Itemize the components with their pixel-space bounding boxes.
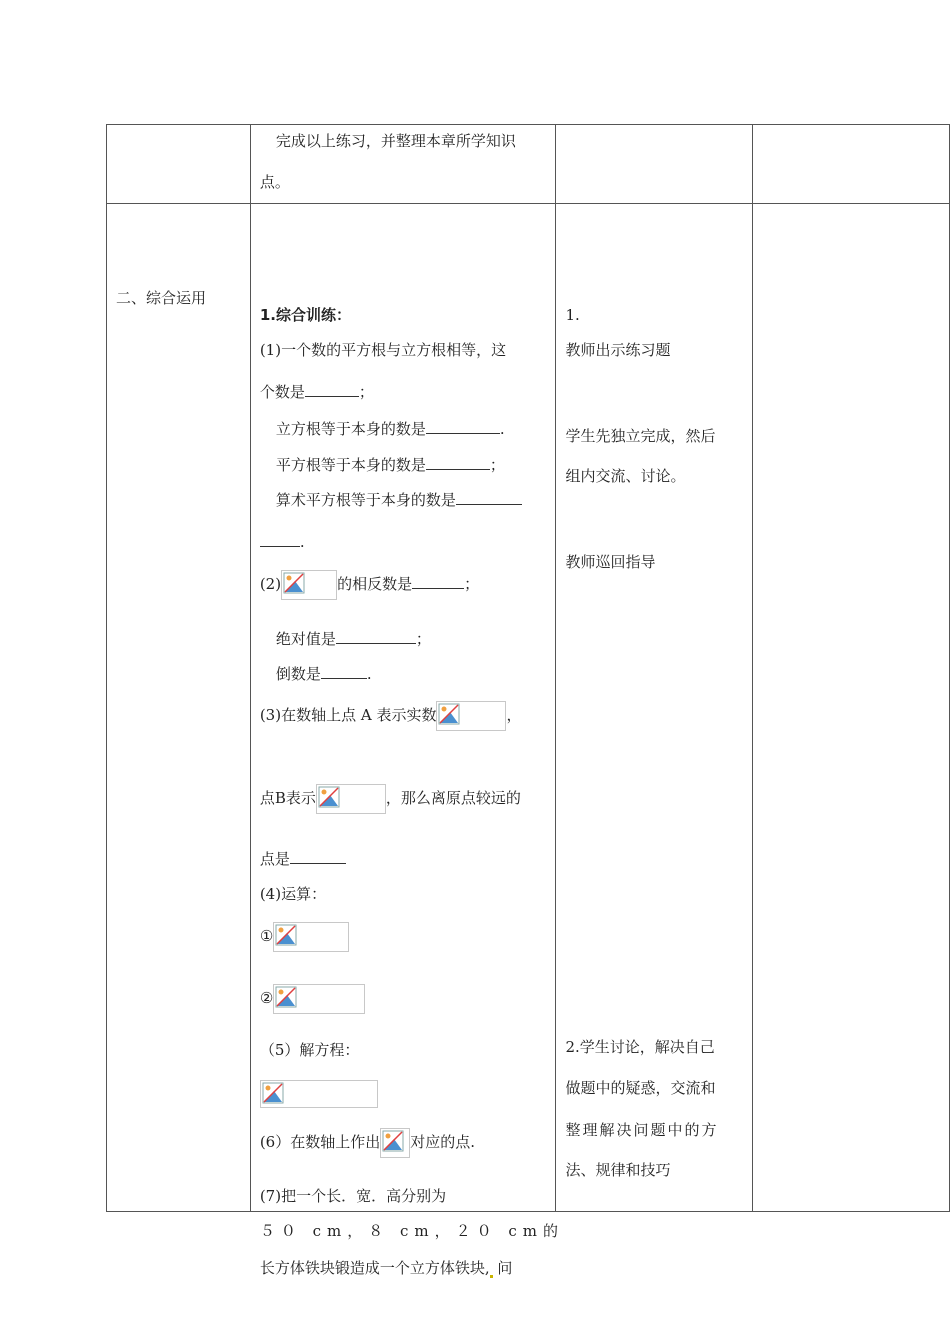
student-discussion-4: 法、规律和技巧 xyxy=(565,1161,671,1179)
marker-dot xyxy=(490,1275,493,1278)
question-2-line-3: 倒数是 . xyxy=(275,665,372,683)
question-4b: ② xyxy=(260,984,365,1014)
cell-section xyxy=(107,204,251,1212)
student-discussion-2: 做题中的疑惑，交流和 xyxy=(565,1079,716,1097)
question-5-formula xyxy=(260,1080,378,1108)
question-6: (6）在数轴上作出 对应的点. xyxy=(260,1128,475,1158)
student-activity-2: 组内交流、讨论。 xyxy=(565,467,686,485)
student-activity-1: 学生先独立完成，然后 xyxy=(565,427,716,445)
answer-blank[interactable] xyxy=(426,419,500,434)
teacher-guidance: 教师巡回指导 xyxy=(565,553,656,571)
question-7-line-1: (7)把一个长．宽．高分别为 xyxy=(259,1187,447,1205)
student-discussion-1: 2.学生讨论，解决自己 xyxy=(565,1038,715,1056)
student-discussion-3: 整理解决问题中的方 xyxy=(565,1121,719,1139)
formula-image-icon xyxy=(273,984,365,1014)
summary-text-cont: 点。 xyxy=(259,173,290,191)
formula-image-icon xyxy=(281,570,337,600)
question-3-line-2: 点B表示 ，那么离原点较远的 xyxy=(260,784,521,814)
exercise-heading: 1.综合训练： xyxy=(259,306,351,324)
table-row xyxy=(107,125,950,204)
answer-blank[interactable] xyxy=(456,490,522,505)
teacher-step-1-text: 教师出示练习题 xyxy=(565,341,671,359)
question-3-line-3: 点是 xyxy=(260,849,346,869)
question-1-line-1: (1)一个数的平方根与立方根相等，这 xyxy=(259,341,507,359)
formula-image-icon xyxy=(380,1128,410,1158)
answer-blank[interactable] xyxy=(290,849,346,864)
answer-blank[interactable] xyxy=(412,574,464,589)
formula-image-icon xyxy=(316,784,386,814)
formula-image-icon xyxy=(260,1080,378,1108)
question-1-line-6: . xyxy=(260,532,305,552)
answer-blank[interactable] xyxy=(305,382,359,397)
summary-text: 完成以上练习，并整理本章所学知识 xyxy=(275,132,516,150)
cell-teacher-activities xyxy=(556,204,753,1212)
lesson-table xyxy=(106,124,950,1277)
question-1-line-3: 立方根等于本身的数是 . xyxy=(275,420,505,438)
cell-teacher-empty xyxy=(556,125,753,204)
question-1-line-5: 算术平方根等于本身的数是 xyxy=(276,490,522,510)
cell-notes xyxy=(753,204,950,1212)
question-5-heading: （5）解方程： xyxy=(259,1041,360,1059)
question-4-heading: (4)运算： xyxy=(259,885,327,903)
cell-content xyxy=(250,125,556,204)
question-1-line-4: 平方根等于本身的数是 ； xyxy=(275,456,505,474)
answer-blank[interactable] xyxy=(260,532,300,547)
formula-image-icon xyxy=(436,701,506,731)
section-title: 二、综合运用 xyxy=(116,289,207,307)
answer-blank[interactable] xyxy=(336,629,416,644)
teacher-step-1: 1. xyxy=(565,306,580,324)
cell-notes-empty xyxy=(753,125,950,204)
answer-blank[interactable] xyxy=(426,455,490,470)
question-4a: ① xyxy=(260,922,349,952)
question-2-line-2: 绝对值是 ； xyxy=(275,630,431,648)
question-7-line-2: ５０ cm，８ cm，２０ cm的 xyxy=(259,1222,565,1240)
cell-exercises xyxy=(250,204,565,1277)
question-1-line-2: 个数是 ； xyxy=(259,383,374,401)
formula-image-icon xyxy=(273,922,349,952)
table-row xyxy=(107,204,950,1212)
question-2-line-1: (2) 的相反数是 ； xyxy=(260,570,479,600)
answer-blank[interactable] xyxy=(321,664,367,679)
question-3-line-1: (3)在数轴上点 A 表示实数 ， xyxy=(260,701,522,731)
question-7-line-3: 长方体铁块锻造成一个立方体铁块, 问 xyxy=(259,1259,513,1277)
cell-section-empty xyxy=(107,125,251,204)
